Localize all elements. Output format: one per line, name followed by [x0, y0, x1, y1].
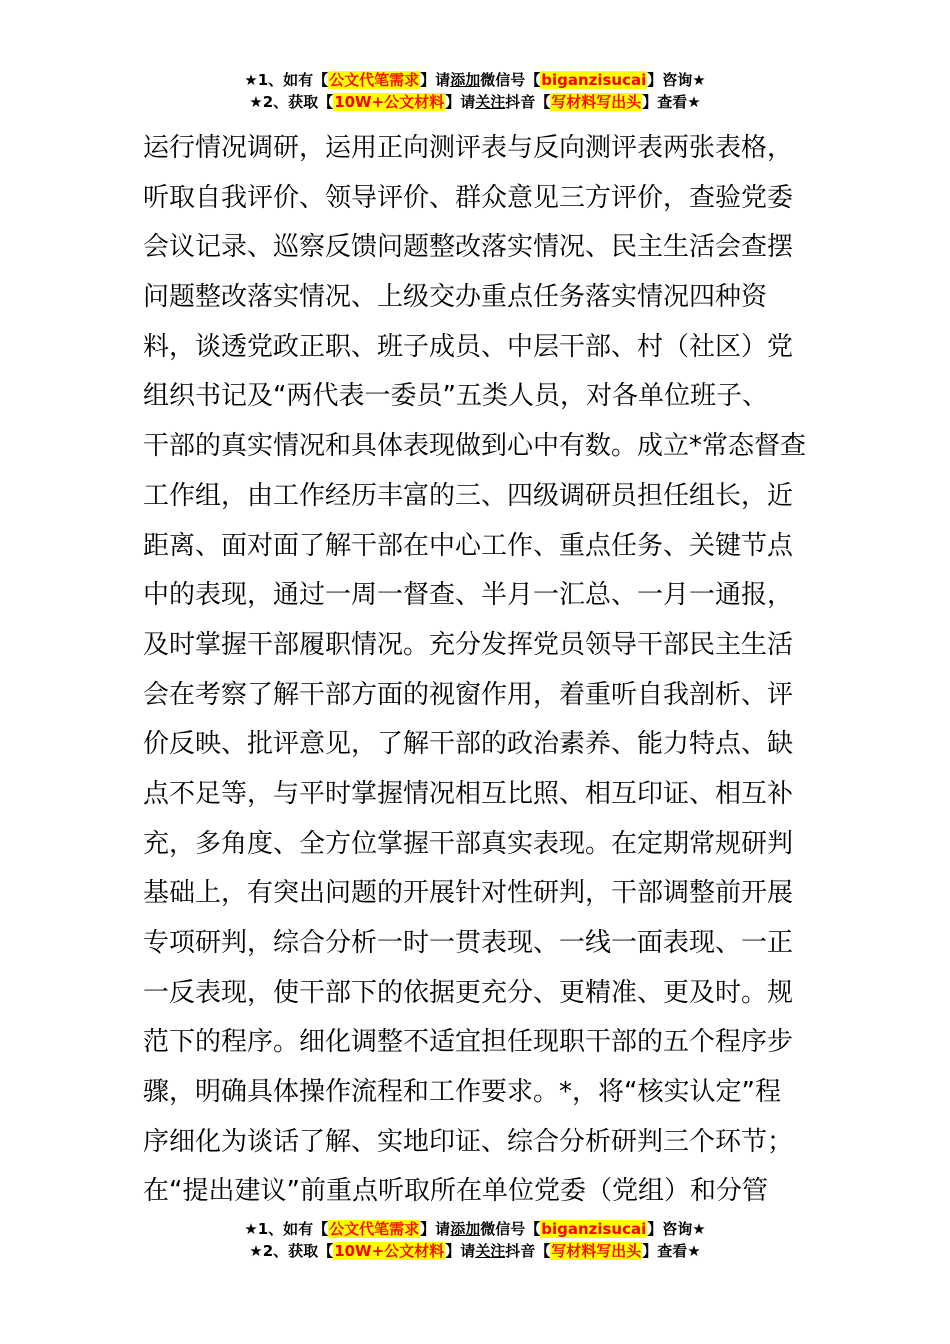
header-line-consult-prefix: 1、如有【 — [257, 71, 329, 89]
body-line: 问题整改落实情况、上级交办重点任务落实情况四种资 — [143, 282, 768, 313]
header-highlight-douyin-id: 写材料写出头 — [551, 93, 642, 111]
footer-line-materials-prefix: 2、获取【 — [262, 1242, 334, 1260]
footer-highlight-ghostwriting: 公文代笔需求 — [329, 1220, 420, 1238]
footer-underline-add: 添加 — [450, 1220, 481, 1238]
body-line: 点不足等，与平时掌握情况相互比照、相互印证、相互补 — [143, 778, 794, 809]
body-line: 在“提出建议”前重点听取所在单位党委（党组）和分管 — [143, 1176, 768, 1207]
body-line: 基础上，有突出问题的开展针对性研判，干部调整前开展 — [143, 878, 794, 909]
header-line-materials — [0, 91, 950, 113]
body-line: 距离、面对面了解干部在中心工作、重点任务、关键节点 — [143, 530, 794, 561]
body-line: 工作组，由工作经历丰富的三、四级调研员担任组长，近 — [143, 480, 794, 511]
body-line: 料，谈透党政正职、班子成员、中层干部、村（社区）党 — [143, 331, 794, 362]
header-line-consult-suffix: 】咨询★ — [647, 71, 706, 89]
star-icon: ★ — [249, 93, 263, 111]
footer-underline-follow: 关注 — [475, 1242, 506, 1260]
header-highlight-wechat-id: biganzisucai — [541, 71, 647, 89]
star-icon: ★ — [244, 71, 258, 89]
body-line: 干部的真实情况和具体表现做到心中有数。成立*常态督查 — [143, 431, 807, 462]
header-line-consult-wechat-label: 微信号【 — [480, 71, 541, 89]
footer-highlight-wechat-id: biganzisucai — [541, 1220, 647, 1238]
document-body — [143, 124, 811, 1217]
header-underline-follow: 关注 — [475, 93, 506, 111]
header-underline-add: 添加 — [450, 71, 481, 89]
body-line: 组织书记及“两代表一委员”五类人员，对各单位班子、 — [143, 381, 768, 412]
footer-line-consult-prefix: 1、如有【 — [257, 1220, 329, 1238]
body-line: 范下的程序。细化调整不适宜担任现职干部的五个程序步 — [143, 1027, 794, 1058]
body-line: 专项研判，综合分析一时一贯表现、一线一面表现、一正 — [143, 928, 794, 958]
body-line: 充，多角度、全方位掌握干部真实表现。在定期常规研判 — [143, 828, 794, 859]
footer-line-materials-suffix: 】查看★ — [642, 1242, 701, 1260]
footer-highlight-materials: 10W+公文材料 — [334, 1242, 445, 1260]
footer-line-consult-wechat-label: 微信号【 — [480, 1220, 541, 1238]
body-line: 中的表现，通过一周一督查、半月一汇总、一月一通报， — [143, 580, 794, 611]
header-line-consult — [0, 69, 950, 91]
body-line: 及时掌握干部履职情况。充分发挥党员领导干部民主生活 — [143, 629, 794, 660]
star-icon: ★ — [244, 1220, 258, 1238]
footer-line-consult — [0, 1218, 950, 1240]
footer-highlight-douyin-id: 写材料写出头 — [551, 1242, 642, 1260]
header-line-materials-douyin-label: 抖音【 — [505, 93, 551, 111]
header-line-consult-middle: 】请 — [420, 71, 451, 89]
body-line: 骤，明确具体操作流程和工作要求。*，将“核实认定”程 — [143, 1077, 781, 1108]
header-highlight-materials: 10W+公文材料 — [334, 93, 445, 111]
header-line-materials-prefix: 2、获取【 — [262, 93, 334, 111]
body-line: 一反表现，使干部下的依据更充分、更精准、更及时。规 — [143, 977, 794, 1008]
footer-line-materials-middle: 】请 — [445, 1242, 476, 1260]
body-line: 序细化为谈话了解、实地印证、综合分析研判三个环节； — [143, 1126, 794, 1157]
footer-line-materials-douyin-label: 抖音【 — [505, 1242, 551, 1260]
body-line: 会在考察了解干部方面的视窗作用，着重听自我剖析、评 — [143, 679, 794, 710]
header-banner — [0, 69, 950, 113]
footer-line-materials — [0, 1240, 950, 1262]
footer-line-consult-middle: 】请 — [420, 1220, 451, 1238]
body-line: 听取自我评价、领导评价、群众意见三方评价，查验党委 — [143, 182, 794, 213]
star-icon: ★ — [249, 1242, 263, 1260]
body-line: 运行情况调研，运用正向测评表与反向测评表两张表格， — [143, 133, 794, 163]
header-line-materials-suffix: 】查看★ — [642, 93, 701, 111]
footer-banner — [0, 1218, 950, 1262]
body-line: 会议记录、巡察反馈问题整改落实情况、民主生活会查摆 — [143, 232, 794, 263]
header-highlight-ghostwriting: 公文代笔需求 — [329, 71, 420, 89]
footer-line-consult-suffix: 】咨询★ — [647, 1220, 706, 1238]
body-line: 价反映、批评意见，了解干部的政治素养、能力特点、缺 — [143, 729, 794, 760]
header-line-materials-middle: 】请 — [445, 93, 476, 111]
